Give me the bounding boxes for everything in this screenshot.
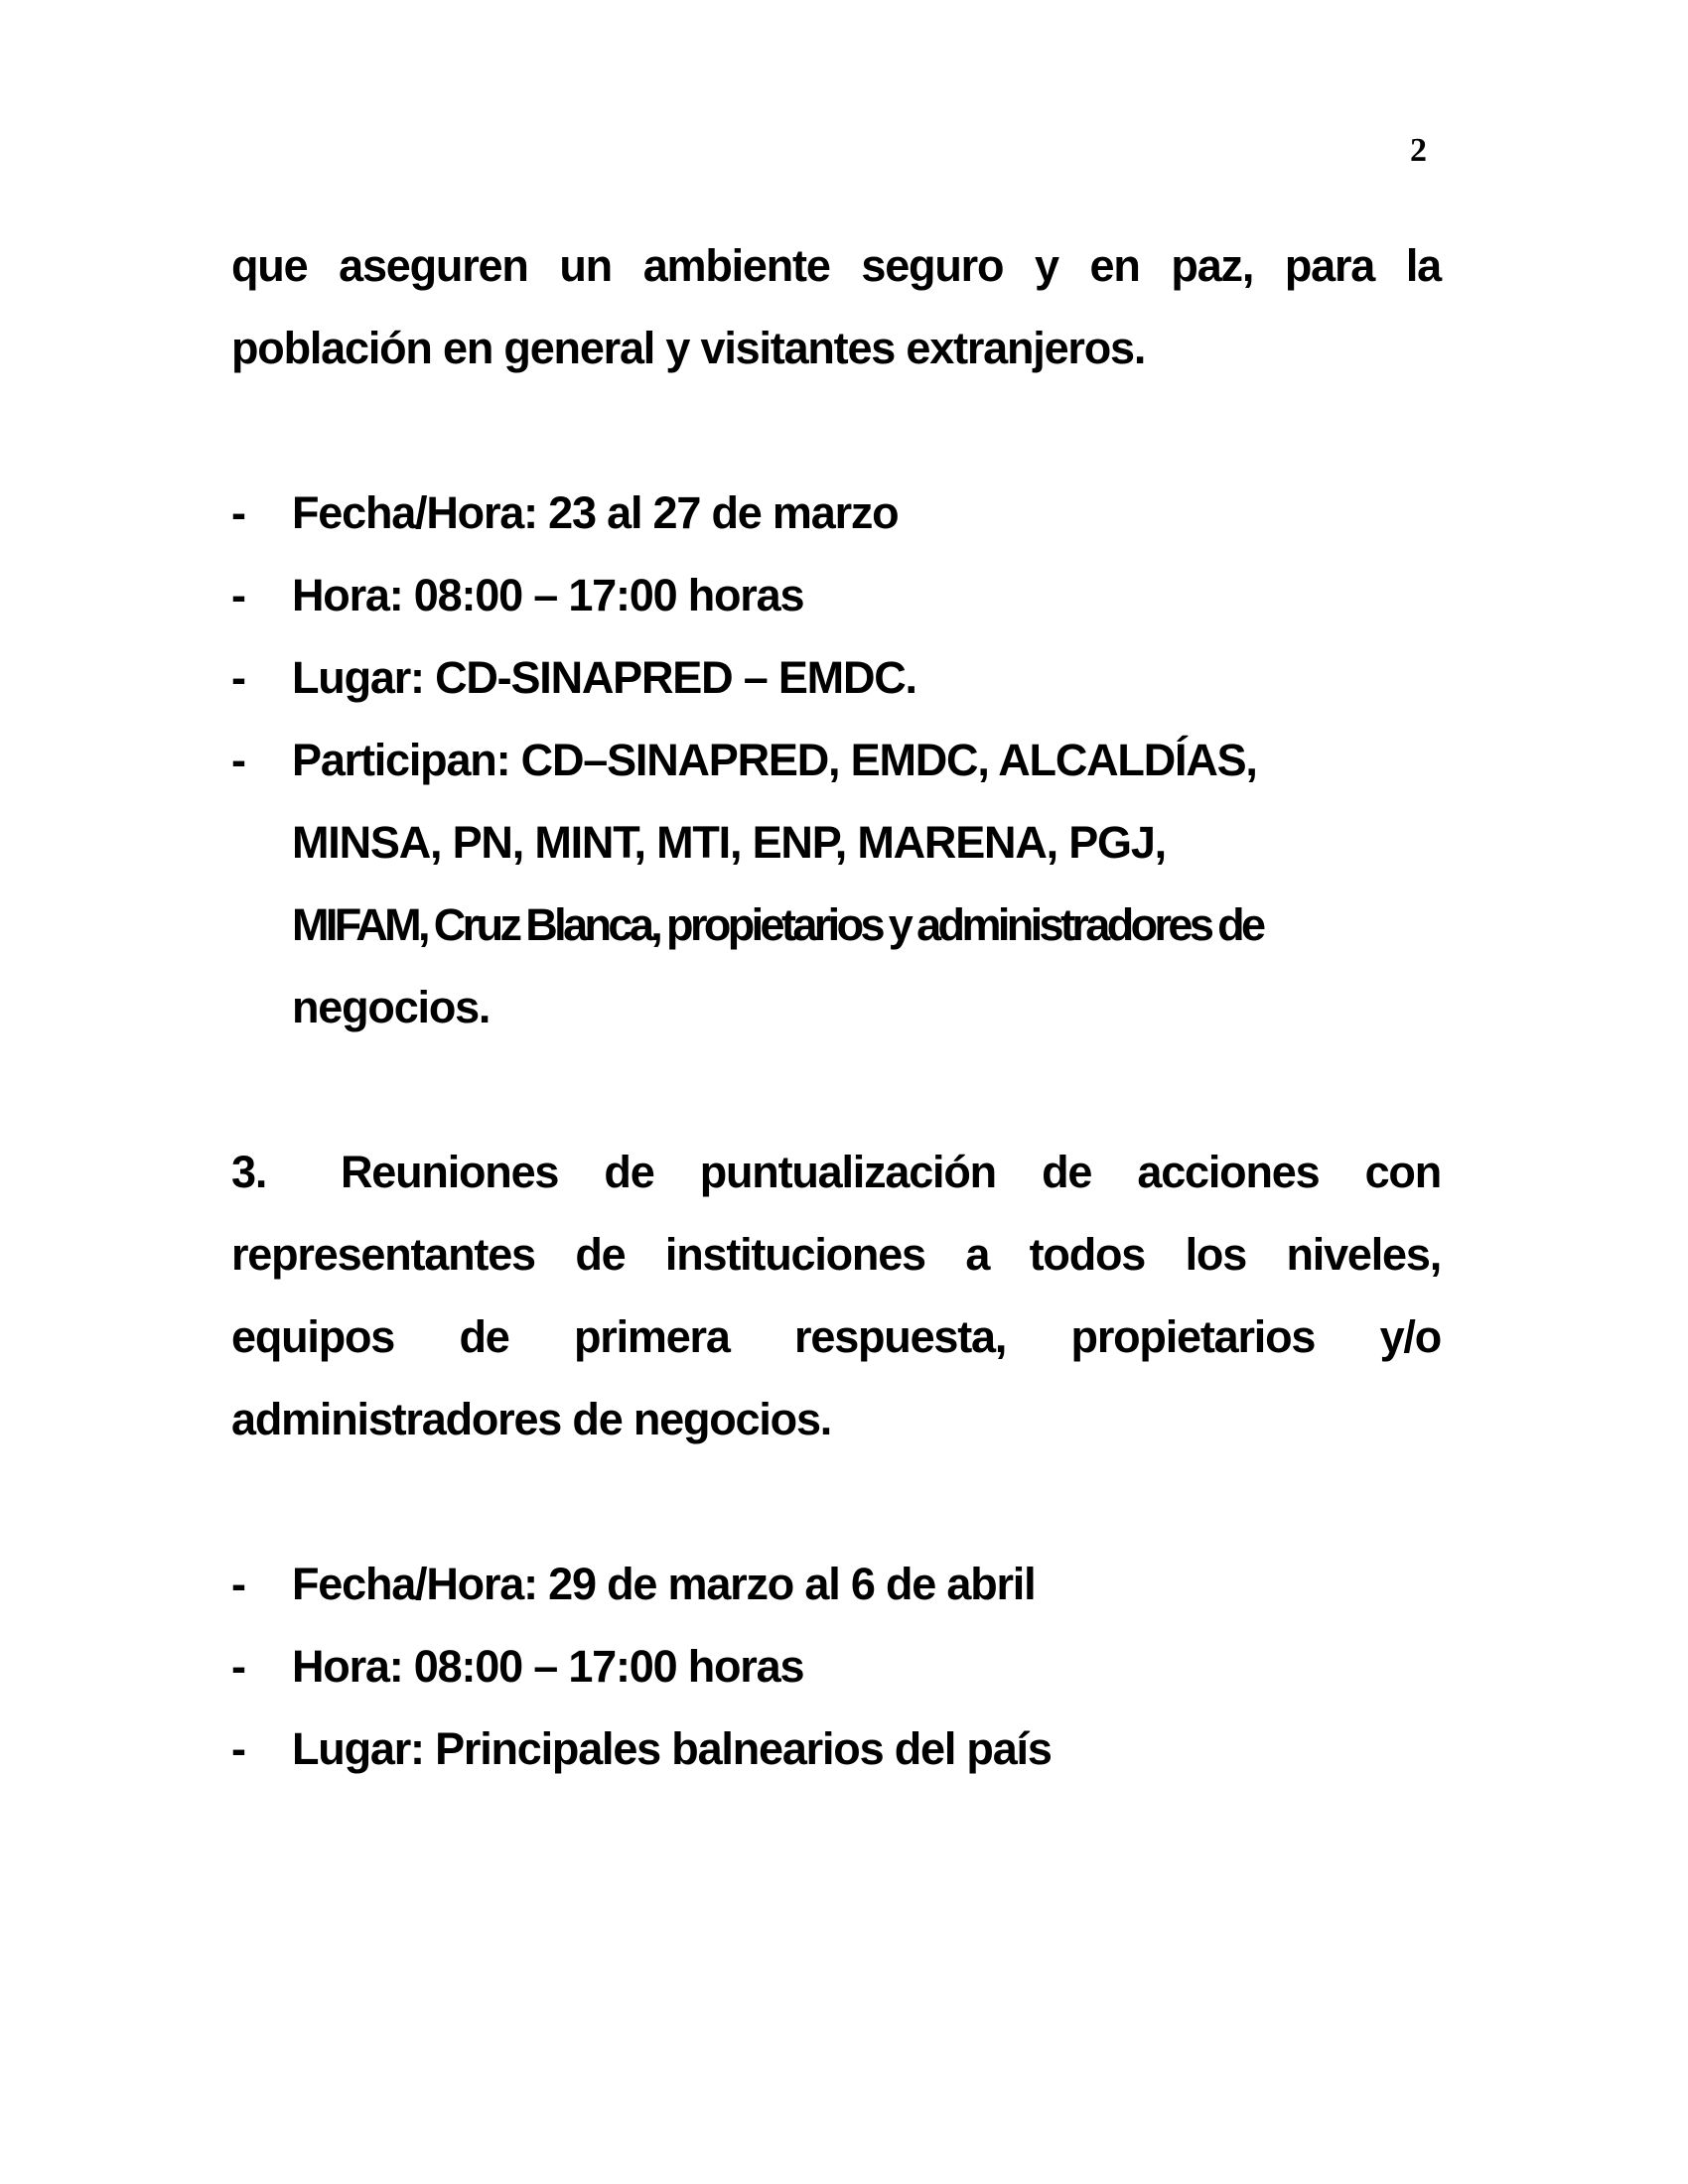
detail-item-hora bbox=[231, 1625, 1441, 1707]
participants-line-2: MINSA, PN, MINT, MTI, ENP, MARENA, PGJ, bbox=[292, 817, 1166, 868]
detail-text: Hora: 08:00 – 17:00 horas bbox=[292, 1641, 804, 1692]
detail-item-participan bbox=[231, 719, 1441, 1048]
dash-bullet-icon: - bbox=[231, 1723, 245, 1774]
intro-line-2: población en general y visitantes extranjeros. bbox=[231, 323, 1146, 373]
page-number: 2 bbox=[1410, 132, 1427, 169]
dash-bullet-icon: - bbox=[231, 1641, 245, 1692]
detail-text: Fecha/Hora: 29 de marzo al 6 de abril bbox=[292, 1559, 1036, 1609]
participants-line-4: negocios. bbox=[292, 982, 491, 1032]
dash-bullet-icon: - bbox=[231, 652, 245, 703]
section-3-heading-text: Reuniones de puntualización de acciones con bbox=[341, 1147, 1441, 1197]
dash-bullet-icon: - bbox=[231, 1559, 245, 1609]
section-3-details-list bbox=[231, 1543, 1441, 1790]
participants-line-3: MIFAM, Cruz Blanca, propietarios y administradores de bbox=[292, 899, 1263, 950]
detail-item-lugar bbox=[231, 1707, 1441, 1790]
intro-paragraph bbox=[231, 224, 1441, 389]
dash-bullet-icon: - bbox=[231, 487, 245, 538]
dash-bullet-icon: - bbox=[231, 570, 245, 620]
section-3-line-4: administradores de negocios. bbox=[231, 1394, 832, 1444]
section-2-details-list bbox=[231, 472, 1441, 1048]
dash-bullet-icon: - bbox=[231, 735, 245, 785]
spacer bbox=[231, 1460, 1441, 1543]
detail-text: Fecha/Hora: 23 al 27 de marzo bbox=[292, 487, 899, 538]
detail-text: Lugar: Principales balnearios del país bbox=[292, 1723, 1052, 1774]
section-3-line-3: equipos de primera respuesta, propietarios y/o bbox=[231, 1311, 1441, 1362]
detail-text: Lugar: CD-SINAPRED – EMDC. bbox=[292, 652, 916, 703]
section-3-paragraph bbox=[231, 1131, 1441, 1460]
detail-item-fecha bbox=[231, 1543, 1441, 1625]
section-number: 3. bbox=[231, 1147, 267, 1197]
spacer bbox=[231, 389, 1441, 472]
section-3-heading-line bbox=[231, 1131, 1441, 1213]
intro-line-1: que aseguren un ambiente seguro y en paz, para la bbox=[231, 240, 1441, 291]
detail-item-lugar bbox=[231, 636, 1441, 719]
spacer bbox=[231, 1048, 1441, 1131]
detail-text: Hora: 08:00 – 17:00 horas bbox=[292, 570, 804, 620]
document-body bbox=[231, 224, 1441, 1790]
detail-item-hora bbox=[231, 554, 1441, 636]
participants-line-1: Participan: CD–SINAPRED, EMDC, ALCALDÍAS, bbox=[292, 735, 1257, 785]
section-3-line-2: representantes de instituciones a todos los niveles, bbox=[231, 1229, 1441, 1280]
detail-item-fecha bbox=[231, 472, 1441, 554]
